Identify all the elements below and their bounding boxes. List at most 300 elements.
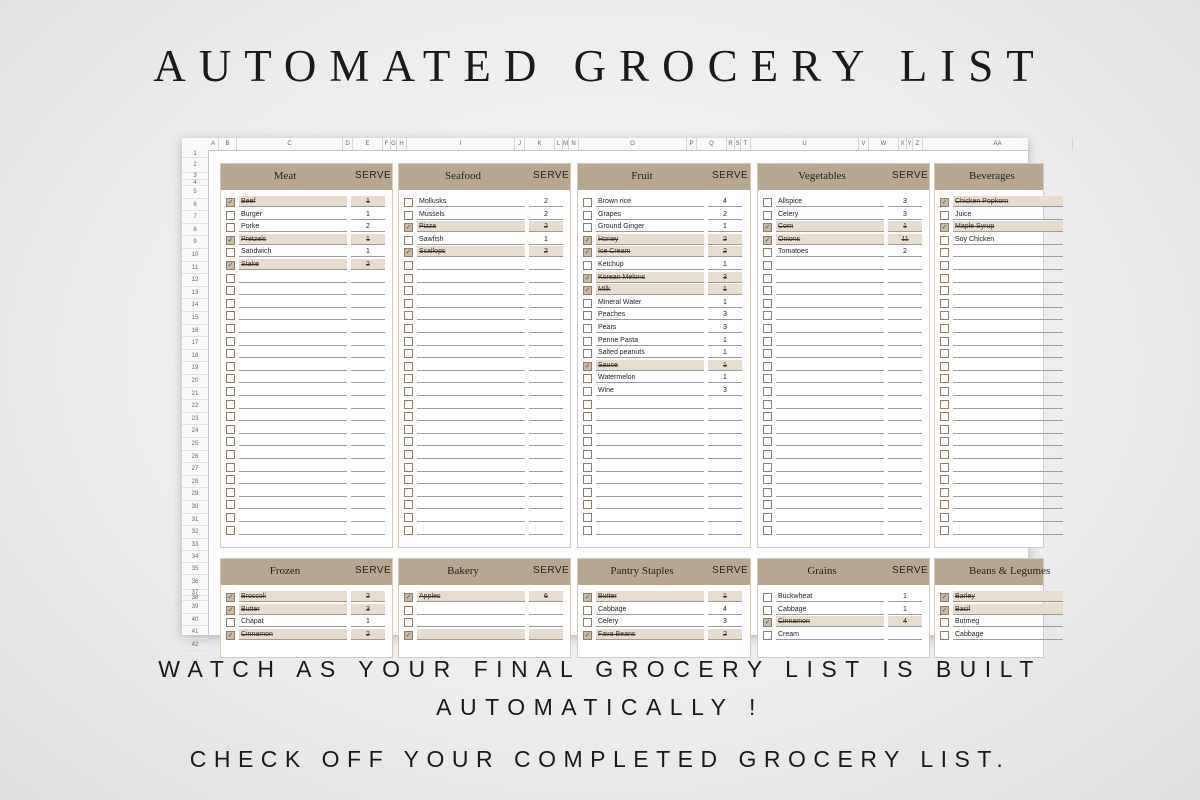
item-serve-cell[interactable] <box>529 435 563 446</box>
item-checkbox[interactable] <box>763 500 772 509</box>
item-name-cell[interactable]: Stake <box>239 259 347 270</box>
item-serve-cell[interactable]: 2 <box>351 259 385 270</box>
item-checkbox[interactable] <box>763 362 772 371</box>
item-name-cell[interactable]: Apples <box>417 591 525 602</box>
item-checkbox[interactable] <box>583 475 592 484</box>
item-checkbox[interactable] <box>940 374 949 383</box>
item-serve-cell[interactable] <box>529 322 563 333</box>
item-name-cell[interactable]: Onions <box>776 234 884 245</box>
row-number[interactable]: 27 <box>182 463 208 476</box>
item-checkbox[interactable] <box>940 618 949 627</box>
item-name-cell[interactable]: Corn <box>776 221 884 232</box>
item-name-cell[interactable] <box>417 309 525 320</box>
item-checkbox[interactable] <box>763 437 772 446</box>
item-checkbox[interactable] <box>940 362 949 371</box>
item-name-cell[interactable] <box>239 448 347 459</box>
item-name-cell[interactable] <box>239 347 347 358</box>
item-serve-cell[interactable]: 2 <box>888 246 922 257</box>
row-number[interactable]: 13 <box>182 287 208 300</box>
item-serve-cell[interactable]: 4 <box>708 196 742 207</box>
item-name-cell[interactable]: Maple Syrup <box>953 221 1063 232</box>
item-checkbox[interactable] <box>583 223 592 232</box>
item-name-cell[interactable]: Wine <box>596 385 704 396</box>
item-name-cell[interactable] <box>239 335 347 346</box>
column-letter[interactable]: J <box>515 138 525 150</box>
item-name-cell[interactable] <box>417 629 525 640</box>
item-name-cell[interactable]: Buckwheat <box>776 591 884 602</box>
column-letter[interactable]: I <box>407 138 515 150</box>
item-serve-cell[interactable] <box>708 498 742 509</box>
item-name-cell[interactable] <box>953 498 1063 509</box>
item-checkbox[interactable] <box>763 593 772 602</box>
item-serve-cell[interactable]: 1 <box>888 221 922 232</box>
item-name-cell[interactable]: Honey <box>596 234 704 245</box>
item-serve-cell[interactable] <box>529 297 563 308</box>
item-serve-cell[interactable]: 2 <box>529 221 563 232</box>
item-serve-cell[interactable] <box>888 423 922 434</box>
item-serve-cell[interactable]: 1 <box>351 246 385 257</box>
item-serve-cell[interactable]: 2 <box>708 234 742 245</box>
item-name-cell[interactable] <box>239 297 347 308</box>
row-number[interactable]: 1 <box>182 150 208 158</box>
item-name-cell[interactable]: Sauce <box>596 360 704 371</box>
item-name-cell[interactable]: Tomatoes <box>776 246 884 257</box>
item-name-cell[interactable] <box>239 410 347 421</box>
item-name-cell[interactable]: Butmeg <box>953 616 1063 627</box>
row-number[interactable]: 16 <box>182 325 208 338</box>
item-serve-cell[interactable] <box>351 297 385 308</box>
item-checkbox[interactable]: ✓ <box>584 594 591 601</box>
column-letter[interactable]: S <box>735 138 741 150</box>
item-serve-cell[interactable]: 1 <box>351 196 385 207</box>
item-name-cell[interactable] <box>953 284 1063 295</box>
item-checkbox[interactable]: ✓ <box>227 631 234 639</box>
item-checkbox[interactable] <box>226 450 235 459</box>
item-name-cell[interactable] <box>596 524 704 535</box>
item-checkbox[interactable] <box>404 400 413 409</box>
item-checkbox[interactable]: ✓ <box>584 287 591 295</box>
item-name-cell[interactable]: Peaches <box>596 309 704 320</box>
item-name-cell[interactable] <box>776 448 884 459</box>
item-name-cell[interactable] <box>417 284 525 295</box>
row-number[interactable]: 8 <box>182 224 208 237</box>
item-serve-cell[interactable] <box>888 385 922 396</box>
item-checkbox[interactable]: ✓ <box>584 362 591 370</box>
item-name-cell[interactable]: Ice Cream <box>596 246 704 257</box>
item-checkbox[interactable] <box>583 463 592 472</box>
row-number[interactable]: 30 <box>182 501 208 514</box>
item-serve-cell[interactable] <box>708 511 742 522</box>
item-name-cell[interactable] <box>596 410 704 421</box>
item-checkbox[interactable]: ✓ <box>227 199 234 206</box>
item-serve-cell[interactable]: 1 <box>351 209 385 220</box>
item-checkbox[interactable] <box>583 618 592 627</box>
item-serve-cell[interactable] <box>351 347 385 358</box>
row-number[interactable]: 22 <box>182 400 208 413</box>
item-name-cell[interactable] <box>596 435 704 446</box>
item-checkbox[interactable] <box>583 450 592 459</box>
item-name-cell[interactable]: Scallops <box>417 246 525 257</box>
item-checkbox[interactable] <box>940 286 949 295</box>
row-number[interactable]: 4 <box>182 180 208 186</box>
column-letter[interactable]: T <box>741 138 751 150</box>
item-serve-cell[interactable] <box>888 335 922 346</box>
item-checkbox[interactable] <box>583 374 592 383</box>
item-serve-cell[interactable] <box>888 272 922 283</box>
item-serve-cell[interactable] <box>529 410 563 421</box>
item-name-cell[interactable] <box>239 322 347 333</box>
item-serve-cell[interactable]: 1 <box>708 360 742 371</box>
item-serve-cell[interactable] <box>708 410 742 421</box>
item-checkbox[interactable] <box>940 211 949 220</box>
item-checkbox[interactable] <box>226 425 235 434</box>
item-checkbox[interactable] <box>583 261 592 270</box>
item-name-cell[interactable]: Cream <box>776 629 884 640</box>
column-letter[interactable]: B <box>219 138 237 150</box>
item-serve-cell[interactable] <box>529 511 563 522</box>
column-letter[interactable]: P <box>687 138 697 150</box>
item-name-cell[interactable] <box>953 385 1063 396</box>
item-checkbox[interactable] <box>226 463 235 472</box>
item-checkbox[interactable] <box>226 400 235 409</box>
item-name-cell[interactable] <box>239 423 347 434</box>
item-name-cell[interactable]: Penne Pasta <box>596 335 704 346</box>
item-checkbox[interactable] <box>583 513 592 522</box>
item-checkbox[interactable] <box>940 324 949 333</box>
row-number[interactable]: 21 <box>182 388 208 401</box>
item-name-cell[interactable] <box>953 347 1063 358</box>
item-checkbox[interactable] <box>763 526 772 535</box>
item-serve-cell[interactable] <box>888 511 922 522</box>
row-number[interactable]: 28 <box>182 476 208 489</box>
item-name-cell[interactable] <box>596 511 704 522</box>
item-checkbox[interactable] <box>940 475 949 484</box>
item-name-cell[interactable]: Burger <box>239 209 347 220</box>
item-name-cell[interactable] <box>417 498 525 509</box>
item-checkbox[interactable] <box>404 349 413 358</box>
item-checkbox[interactable] <box>404 211 413 220</box>
item-checkbox[interactable] <box>763 513 772 522</box>
item-name-cell[interactable] <box>239 272 347 283</box>
item-checkbox[interactable] <box>940 274 949 283</box>
item-name-cell[interactable] <box>953 309 1063 320</box>
item-serve-cell[interactable] <box>529 372 563 383</box>
item-serve-cell[interactable] <box>351 461 385 472</box>
item-name-cell[interactable]: Sawfish <box>417 234 525 245</box>
item-serve-cell[interactable]: 2 <box>529 246 563 257</box>
item-name-cell[interactable] <box>417 259 525 270</box>
item-checkbox[interactable] <box>404 437 413 446</box>
item-name-cell[interactable] <box>239 309 347 320</box>
item-checkbox[interactable] <box>404 261 413 270</box>
item-checkbox[interactable] <box>404 299 413 308</box>
item-name-cell[interactable] <box>953 473 1063 484</box>
item-serve-cell[interactable] <box>888 524 922 535</box>
item-serve-cell[interactable] <box>888 448 922 459</box>
item-checkbox[interactable] <box>226 500 235 509</box>
item-checkbox[interactable] <box>763 198 772 207</box>
item-checkbox[interactable]: ✓ <box>584 274 591 282</box>
item-serve-cell[interactable]: 2 <box>708 209 742 220</box>
column-letter[interactable]: X <box>899 138 907 150</box>
row-number[interactable]: 33 <box>182 539 208 552</box>
item-checkbox[interactable] <box>763 311 772 320</box>
item-checkbox[interactable] <box>404 274 413 283</box>
item-checkbox[interactable] <box>404 198 413 207</box>
item-name-cell[interactable] <box>953 259 1063 270</box>
row-number[interactable]: 7 <box>182 211 208 224</box>
item-name-cell[interactable] <box>776 498 884 509</box>
item-serve-cell[interactable] <box>888 297 922 308</box>
item-serve-cell[interactable] <box>888 398 922 409</box>
column-letter[interactable]: M <box>563 138 569 150</box>
item-serve-cell[interactable] <box>888 461 922 472</box>
item-serve-cell[interactable]: 1 <box>888 604 922 615</box>
item-checkbox[interactable] <box>940 400 949 409</box>
item-name-cell[interactable] <box>417 372 525 383</box>
column-letter[interactable]: V <box>859 138 869 150</box>
item-checkbox[interactable] <box>226 286 235 295</box>
item-name-cell[interactable] <box>417 511 525 522</box>
row-number[interactable]: 42 <box>182 639 208 652</box>
item-name-cell[interactable] <box>776 284 884 295</box>
item-serve-cell[interactable]: 2 <box>529 196 563 207</box>
item-serve-cell[interactable] <box>529 473 563 484</box>
item-serve-cell[interactable] <box>888 309 922 320</box>
item-serve-cell[interactable]: 3 <box>708 272 742 283</box>
item-name-cell[interactable] <box>417 272 525 283</box>
item-checkbox[interactable] <box>583 488 592 497</box>
row-number[interactable]: 11 <box>182 262 208 275</box>
item-serve-cell[interactable] <box>888 259 922 270</box>
item-checkbox[interactable] <box>404 387 413 396</box>
item-checkbox[interactable] <box>583 606 592 615</box>
item-name-cell[interactable] <box>239 435 347 446</box>
item-name-cell[interactable]: Cinnamon <box>776 616 884 627</box>
item-checkbox[interactable] <box>940 337 949 346</box>
item-serve-cell[interactable] <box>529 461 563 472</box>
item-checkbox[interactable] <box>940 513 949 522</box>
item-name-cell[interactable] <box>417 435 525 446</box>
item-name-cell[interactable]: Celery <box>776 209 884 220</box>
item-name-cell[interactable] <box>239 473 347 484</box>
item-checkbox[interactable] <box>763 387 772 396</box>
item-checkbox[interactable] <box>226 475 235 484</box>
column-letter[interactable]: W <box>869 138 899 150</box>
item-name-cell[interactable]: Salted peanuts <box>596 347 704 358</box>
column-letter[interactable]: U <box>751 138 859 150</box>
item-name-cell[interactable] <box>417 335 525 346</box>
item-checkbox[interactable] <box>763 400 772 409</box>
row-number[interactable]: 5 <box>182 186 208 199</box>
item-checkbox[interactable] <box>583 400 592 409</box>
item-name-cell[interactable]: Chapat <box>239 616 347 627</box>
item-serve-cell[interactable] <box>888 473 922 484</box>
item-serve-cell[interactable]: 4 <box>708 604 742 615</box>
item-checkbox[interactable] <box>763 463 772 472</box>
item-checkbox[interactable]: ✓ <box>941 594 948 601</box>
row-number[interactable]: 32 <box>182 526 208 539</box>
item-serve-cell[interactable] <box>529 335 563 346</box>
column-letter[interactable]: N <box>569 138 579 150</box>
item-checkbox[interactable] <box>226 526 235 535</box>
item-checkbox[interactable] <box>763 211 772 220</box>
item-name-cell[interactable] <box>417 473 525 484</box>
item-checkbox[interactable] <box>226 337 235 346</box>
item-name-cell[interactable] <box>953 360 1063 371</box>
item-serve-cell[interactable]: 2 <box>708 246 742 257</box>
item-name-cell[interactable] <box>776 410 884 421</box>
item-serve-cell[interactable] <box>888 498 922 509</box>
item-checkbox[interactable] <box>226 488 235 497</box>
item-checkbox[interactable] <box>763 349 772 358</box>
item-name-cell[interactable] <box>417 322 525 333</box>
item-checkbox[interactable] <box>763 450 772 459</box>
item-name-cell[interactable]: Ground Ginger <box>596 221 704 232</box>
item-name-cell[interactable]: Broccoli <box>239 591 347 602</box>
item-serve-cell[interactable]: 1 <box>708 347 742 358</box>
item-checkbox[interactable] <box>940 425 949 434</box>
item-name-cell[interactable] <box>417 297 525 308</box>
item-checkbox[interactable]: ✓ <box>227 236 234 244</box>
item-serve-cell[interactable]: 3 <box>708 309 742 320</box>
item-name-cell[interactable] <box>239 461 347 472</box>
item-name-cell[interactable]: Brown rice <box>596 196 704 207</box>
column-letter[interactable]: H <box>397 138 407 150</box>
row-number[interactable]: 26 <box>182 451 208 464</box>
item-name-cell[interactable]: Milk <box>596 284 704 295</box>
item-name-cell[interactable] <box>417 410 525 421</box>
item-checkbox[interactable] <box>940 412 949 421</box>
item-checkbox[interactable] <box>583 425 592 434</box>
item-checkbox[interactable] <box>226 299 235 308</box>
row-number[interactable]: 12 <box>182 274 208 287</box>
item-serve-cell[interactable] <box>529 604 563 615</box>
item-checkbox[interactable] <box>404 488 413 497</box>
item-serve-cell[interactable] <box>529 448 563 459</box>
item-name-cell[interactable] <box>776 473 884 484</box>
item-name-cell[interactable] <box>417 347 525 358</box>
item-name-cell[interactable]: Grapes <box>596 209 704 220</box>
item-checkbox[interactable] <box>404 412 413 421</box>
item-name-cell[interactable]: Barley <box>953 591 1063 602</box>
item-serve-cell[interactable]: 1 <box>708 259 742 270</box>
item-name-cell[interactable] <box>596 498 704 509</box>
item-serve-cell[interactable]: 1 <box>529 234 563 245</box>
item-serve-cell[interactable] <box>708 524 742 535</box>
item-checkbox[interactable] <box>226 211 235 220</box>
item-serve-cell[interactable] <box>529 347 563 358</box>
item-name-cell[interactable]: Cabbage <box>953 629 1063 640</box>
item-name-cell[interactable] <box>417 461 525 472</box>
item-checkbox[interactable] <box>226 387 235 396</box>
item-name-cell[interactable] <box>953 372 1063 383</box>
row-number[interactable]: 10 <box>182 249 208 262</box>
item-serve-cell[interactable] <box>351 372 385 383</box>
item-checkbox[interactable] <box>404 236 413 245</box>
row-number[interactable]: 41 <box>182 626 208 639</box>
item-name-cell[interactable] <box>239 398 347 409</box>
row-number[interactable]: 3 <box>182 173 208 180</box>
item-checkbox[interactable] <box>583 324 592 333</box>
item-serve-cell[interactable] <box>888 360 922 371</box>
item-name-cell[interactable]: Cabbage <box>776 604 884 615</box>
item-name-cell[interactable] <box>239 360 347 371</box>
item-name-cell[interactable] <box>239 372 347 383</box>
item-name-cell[interactable] <box>953 322 1063 333</box>
item-checkbox[interactable] <box>404 513 413 522</box>
item-checkbox[interactable] <box>940 463 949 472</box>
item-name-cell[interactable] <box>596 423 704 434</box>
item-serve-cell[interactable] <box>529 398 563 409</box>
item-checkbox[interactable] <box>404 337 413 346</box>
column-letter[interactable]: C <box>237 138 343 150</box>
item-name-cell[interactable]: Basil <box>953 604 1063 615</box>
column-letter[interactable]: Z <box>913 138 923 150</box>
item-serve-cell[interactable] <box>351 360 385 371</box>
item-serve-cell[interactable] <box>351 398 385 409</box>
item-serve-cell[interactable]: 6 <box>529 591 563 602</box>
item-name-cell[interactable]: Pears <box>596 322 704 333</box>
item-name-cell[interactable] <box>953 486 1063 497</box>
item-serve-cell[interactable] <box>529 524 563 535</box>
item-serve-cell[interactable]: 2 <box>351 591 385 602</box>
row-number[interactable]: 20 <box>182 375 208 388</box>
item-serve-cell[interactable]: 1 <box>708 297 742 308</box>
item-checkbox[interactable] <box>226 324 235 333</box>
item-name-cell[interactable] <box>417 385 525 396</box>
item-name-cell[interactable] <box>239 486 347 497</box>
row-number[interactable]: 29 <box>182 488 208 501</box>
item-name-cell[interactable] <box>953 423 1063 434</box>
item-name-cell[interactable] <box>953 297 1063 308</box>
item-serve-cell[interactable]: 11 <box>888 234 922 245</box>
item-serve-cell[interactable]: 1 <box>708 335 742 346</box>
item-checkbox[interactable] <box>404 286 413 295</box>
item-name-cell[interactable] <box>239 511 347 522</box>
item-serve-cell[interactable] <box>529 259 563 270</box>
item-checkbox[interactable] <box>404 475 413 484</box>
item-name-cell[interactable]: Korean Melons <box>596 272 704 283</box>
item-serve-cell[interactable] <box>351 272 385 283</box>
item-name-cell[interactable] <box>776 398 884 409</box>
item-name-cell[interactable] <box>776 309 884 320</box>
item-name-cell[interactable] <box>417 616 525 627</box>
row-number[interactable]: 2 <box>182 158 208 173</box>
column-letter[interactable]: F <box>383 138 391 150</box>
item-checkbox[interactable]: ✓ <box>405 594 412 601</box>
item-checkbox[interactable] <box>404 450 413 459</box>
item-name-cell[interactable] <box>239 498 347 509</box>
item-name-cell[interactable]: Butter <box>239 604 347 615</box>
column-letter[interactable]: E <box>353 138 383 150</box>
item-name-cell[interactable]: Pizza <box>417 221 525 232</box>
item-checkbox[interactable] <box>226 437 235 446</box>
row-number[interactable]: 17 <box>182 337 208 350</box>
item-checkbox[interactable] <box>583 349 592 358</box>
column-letter[interactable]: AA <box>923 138 1073 150</box>
item-name-cell[interactable] <box>776 486 884 497</box>
item-name-cell[interactable] <box>417 604 525 615</box>
item-serve-cell[interactable] <box>529 272 563 283</box>
item-name-cell[interactable] <box>417 524 525 535</box>
item-serve-cell[interactable]: 1 <box>708 221 742 232</box>
column-letter[interactable]: R <box>727 138 735 150</box>
item-checkbox[interactable] <box>763 299 772 308</box>
item-serve-cell[interactable]: 1 <box>351 234 385 245</box>
item-checkbox[interactable] <box>226 513 235 522</box>
item-name-cell[interactable]: Watermelon <box>596 372 704 383</box>
